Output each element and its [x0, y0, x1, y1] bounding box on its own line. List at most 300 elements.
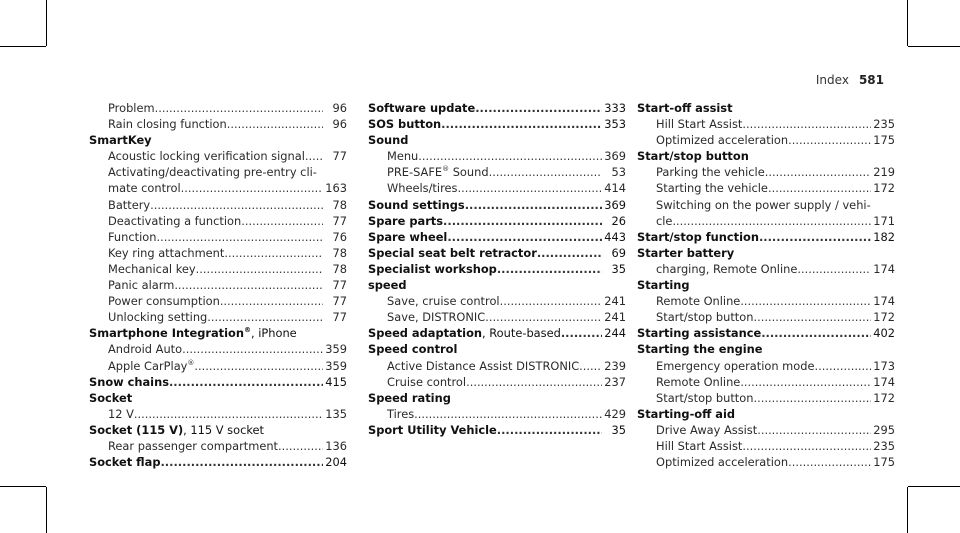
entry-term: Remote Online: [656, 374, 741, 389]
dot-leader: [207, 309, 323, 325]
page-ref: 369: [604, 149, 626, 164]
entry-term: Hill Start Assist: [656, 117, 743, 132]
index-entry: [637, 277, 895, 293]
dot-leader: [181, 180, 323, 196]
page-ref: 78: [332, 245, 347, 260]
index-entry[interactable]: [368, 261, 626, 277]
entry-term: Starting the vehicle: [656, 181, 768, 196]
entry-term: Spare parts: [368, 213, 444, 228]
entry-term: charging, Remote Online: [656, 261, 798, 276]
entry-text: [656, 164, 765, 180]
index-entry: [368, 277, 626, 293]
entry-text: [637, 278, 690, 292]
entry-text: [368, 391, 451, 405]
index-subentry[interactable]: [637, 390, 895, 406]
page-ref: 96: [332, 101, 347, 115]
page-ref: 235: [873, 438, 895, 453]
dot-leader: [182, 341, 323, 357]
section-title: Index: [815, 73, 849, 87]
entry-text: [368, 133, 408, 147]
dot-leader: [174, 277, 323, 293]
entry-term: Start-off assist: [637, 101, 733, 115]
entry-text: [637, 325, 761, 341]
page-ref: 204: [325, 455, 347, 470]
index-column-3: [637, 100, 895, 470]
index-subentry[interactable]: [89, 341, 347, 357]
entry-text: [387, 358, 579, 374]
entry-term: Deactivating a function: [108, 213, 242, 228]
page-ref: 35: [611, 261, 626, 276]
dot-leader: [156, 229, 323, 245]
entry-term: cle: [656, 213, 673, 228]
index-subentry[interactable]: [368, 309, 626, 325]
entry-term: Optimized acceleration: [656, 455, 789, 470]
entry-term: Speed control: [368, 342, 458, 357]
page-ref: 175: [873, 455, 895, 470]
entry-term: Apple CarPlay: [108, 358, 188, 373]
entry-term: Problem: [108, 101, 155, 115]
entry-text: [368, 245, 537, 261]
index-subentry[interactable]: [368, 358, 626, 374]
index-entry: [89, 422, 347, 438]
index-subentry[interactable]: [368, 293, 626, 309]
entry-term: Speed rating: [368, 390, 451, 405]
dot-leader: [466, 374, 602, 390]
entry-text: [108, 213, 241, 229]
entry-text: [368, 278, 407, 292]
dot-leader: [740, 293, 871, 309]
page-number: 581: [858, 73, 884, 87]
dot-leader: [457, 180, 602, 196]
entry-term: speed: [368, 278, 407, 293]
entry-text: [637, 101, 733, 115]
index-subentry[interactable]: [89, 309, 347, 325]
dot-leader: [465, 197, 602, 213]
dot-leader: [579, 358, 602, 374]
entry-term: Power consumption: [108, 294, 220, 309]
entry-term: Start/stop button: [637, 149, 749, 164]
index-entry: [89, 132, 347, 148]
entry-text: [387, 406, 414, 422]
dot-leader: [497, 261, 602, 277]
entry-term-cont: Sound: [449, 165, 489, 180]
crop-mark: [0, 46, 46, 47]
index-subentry: [637, 197, 895, 213]
dot-leader: [305, 148, 323, 164]
dot-leader: [169, 374, 323, 390]
entry-term: Sport Utility Vehicle: [368, 422, 497, 437]
entry-text: [656, 132, 788, 148]
index-entry[interactable]: [637, 325, 895, 341]
dot-leader: [475, 100, 602, 116]
index-entry: [637, 406, 895, 422]
index-column-2: [368, 100, 626, 438]
entry-term: Menu: [387, 149, 419, 164]
page-ref: 173: [873, 358, 895, 373]
entry-qualifier: , 115 V socket: [183, 422, 265, 437]
page-ref: 359: [325, 342, 347, 357]
entry-term: Socket (115 V): [89, 422, 184, 437]
dot-leader: [241, 213, 323, 229]
index-entry[interactable]: [89, 374, 347, 390]
index-subentry[interactable]: [89, 229, 347, 245]
index-subentry[interactable]: [637, 116, 895, 132]
dot-leader: [814, 358, 871, 374]
index-entry[interactable]: [368, 213, 626, 229]
index-subentry[interactable]: [637, 293, 895, 309]
entry-text: [656, 309, 753, 325]
index-subentry[interactable]: [368, 406, 626, 422]
dot-leader: [155, 100, 323, 116]
index-subentry[interactable]: [368, 374, 626, 390]
entry-term: Speed adaptation: [368, 326, 483, 341]
entry-text: [656, 180, 768, 196]
index-entry[interactable]: [368, 245, 626, 261]
entry-term: Save, DISTRONIC: [387, 310, 486, 325]
entry-text: [108, 438, 278, 454]
dot-leader: [447, 229, 602, 245]
entry-term: Tires: [387, 406, 415, 421]
dot-leader: [500, 293, 602, 309]
entry-text: [387, 309, 485, 325]
entry-text: [637, 246, 734, 260]
page-ref: 174: [873, 261, 895, 276]
dot-leader: [753, 390, 871, 406]
entry-text: [89, 326, 297, 340]
entry-text: [656, 213, 672, 229]
entry-text: [656, 374, 740, 390]
crop-mark: [46, 0, 47, 46]
entry-text: [368, 213, 443, 229]
index-subentry[interactable]: [637, 261, 895, 277]
page-ref: 77: [332, 278, 347, 293]
index-subentry[interactable]: [89, 116, 347, 132]
page-ref: 35: [611, 422, 626, 437]
entry-term: Battery: [108, 197, 151, 212]
page-ref: 359: [325, 358, 347, 373]
entry-text: [368, 422, 497, 438]
page-ref: 182: [873, 229, 895, 244]
dot-leader: [768, 180, 871, 196]
registered-mark: ®: [243, 326, 251, 335]
dot-leader: [485, 309, 602, 325]
index-entry: [368, 341, 626, 357]
entry-text: [656, 390, 753, 406]
entry-term: Starting the engine: [637, 342, 763, 357]
registered-mark: ®: [187, 358, 195, 367]
entry-text: [89, 454, 160, 470]
entry-term: Starting-off aid: [637, 406, 736, 421]
crop-mark: [907, 0, 908, 46]
entry-text: [656, 116, 742, 132]
page-ref: 443: [604, 229, 626, 244]
entry-text: [108, 293, 220, 309]
page-ref: 174: [873, 374, 895, 389]
page-ref: 136: [325, 438, 347, 453]
index-entry[interactable]: [368, 229, 626, 245]
entry-text: [108, 100, 155, 116]
page-ref: 414: [604, 181, 626, 196]
entry-text: [108, 245, 224, 261]
dot-leader: [761, 325, 871, 341]
index-subentry: [89, 164, 347, 180]
entry-term: 12 V: [108, 406, 134, 421]
index-entry[interactable]: [89, 454, 347, 470]
entry-text: [108, 180, 181, 196]
entry-text: [89, 374, 169, 390]
page-ref: 69: [611, 245, 626, 260]
entry-term: Drive Away Assist: [656, 422, 758, 437]
page-ref: 369: [604, 197, 626, 212]
entry-term: Spare wheel: [368, 229, 448, 244]
entry-text: [368, 261, 497, 277]
page-ref: 235: [873, 117, 895, 132]
entry-term: Mechanical key: [108, 261, 196, 276]
entry-term: Cruise control: [387, 374, 467, 389]
index-subentry[interactable]: [368, 180, 626, 196]
page-ref: 295: [873, 422, 895, 437]
index-subentry[interactable]: [89, 293, 347, 309]
index-subentry[interactable]: [89, 197, 347, 213]
entry-term: mate control: [108, 181, 181, 196]
dot-leader: [742, 116, 871, 132]
entry-term: SmartKey: [89, 133, 152, 148]
crop-mark: [907, 487, 908, 533]
page-ref: 77: [332, 213, 347, 228]
entry-term: Socket flap: [89, 455, 161, 470]
entry-text: [89, 391, 132, 405]
dot-leader: [788, 454, 871, 470]
page-ref: 353: [604, 117, 626, 132]
index-subentry[interactable]: [637, 454, 895, 470]
page-ref: 172: [873, 390, 895, 405]
page-ref: 135: [325, 406, 347, 421]
entry-term: Function: [108, 229, 157, 244]
index-subentry[interactable]: [637, 132, 895, 148]
index-entry: [637, 148, 895, 164]
page-ref: 172: [873, 181, 895, 196]
entry-term: PRE-SAFE: [387, 165, 443, 180]
index-subentry[interactable]: [637, 309, 895, 325]
dot-leader: [196, 261, 323, 277]
page-ref: 333: [604, 101, 626, 115]
entry-term: Optimized acceleration: [656, 133, 789, 148]
index-subentry[interactable]: [89, 245, 347, 261]
index-subentry[interactable]: [89, 261, 347, 277]
entry-term: Panic alarm: [108, 278, 175, 293]
dot-leader: [740, 374, 871, 390]
dot-leader: [278, 438, 323, 454]
index-subentry[interactable]: [89, 358, 347, 374]
entry-term: Starter battery: [637, 245, 735, 260]
entry-term: Save, cruise control: [387, 294, 500, 309]
entry-text: [108, 309, 207, 325]
index-subentry[interactable]: [637, 164, 895, 180]
registered-mark: ®: [442, 165, 450, 174]
entry-term: Snow chains: [89, 374, 169, 389]
entry-term: Android Auto: [108, 342, 183, 357]
index-subentry[interactable]: [89, 277, 347, 293]
entry-term: Starting assistance: [637, 326, 762, 341]
entry-term: Starting: [637, 278, 690, 293]
page-ref: 237: [604, 374, 626, 389]
index-subentry[interactable]: [637, 422, 895, 438]
crop-mark: [0, 486, 46, 487]
entry-text: [368, 342, 457, 356]
entry-term: SOS button: [368, 117, 442, 132]
dot-leader: [759, 229, 871, 245]
index-subentry[interactable]: [637, 180, 895, 196]
page-ref: 174: [873, 294, 895, 309]
entry-term: Socket: [89, 390, 133, 405]
entry-term: Parking the vehicle: [656, 165, 765, 180]
index-entry[interactable]: [637, 229, 895, 245]
entry-term: Start/stop button: [656, 390, 754, 405]
entry-term: Start/stop button: [656, 310, 754, 325]
crop-mark: [908, 486, 960, 487]
index-entry: [89, 390, 347, 406]
index-subentry[interactable]: [637, 438, 895, 454]
entry-text: [637, 149, 749, 163]
entry-text: [387, 374, 466, 390]
index-entry[interactable]: [368, 100, 626, 116]
index-subentry[interactable]: [89, 406, 347, 422]
crop-mark: [908, 46, 960, 47]
dot-leader: [788, 132, 871, 148]
dot-leader: [443, 213, 602, 229]
page-ref: 175: [873, 133, 895, 148]
index-subentry[interactable]: [368, 164, 626, 180]
entry-term: Software update: [368, 101, 476, 115]
page-ref: 172: [873, 310, 895, 325]
page-ref: 26: [611, 213, 626, 228]
dot-leader: [765, 164, 871, 180]
dot-leader: [497, 422, 602, 438]
index-subentry[interactable]: [89, 148, 347, 164]
entry-text: [656, 358, 814, 374]
page-header: [816, 73, 884, 87]
entry-term: Switching on the power supply / vehi-: [656, 197, 871, 212]
dot-leader: [194, 358, 323, 374]
page-ref: 96: [332, 117, 347, 132]
entry-text: [368, 100, 475, 116]
dot-leader: [753, 309, 871, 325]
entry-text: [108, 165, 317, 179]
entry-text: [656, 293, 740, 309]
entry-term: Start/stop function: [637, 229, 759, 244]
entry-text: [656, 198, 871, 212]
page-ref: 77: [332, 149, 347, 164]
index-entry: [368, 390, 626, 406]
entry-term: Acoustic locking verification signal: [108, 149, 305, 164]
index-entry: [637, 341, 895, 357]
index-subentry[interactable]: [637, 213, 895, 229]
entry-text: [108, 116, 227, 132]
entry-text: [368, 229, 447, 245]
entry-text: [108, 341, 182, 357]
page-ref: 77: [332, 294, 347, 309]
index-entry: [368, 132, 626, 148]
index-subentry[interactable]: [368, 148, 626, 164]
dot-leader: [537, 245, 602, 261]
index-entry[interactable]: [368, 116, 626, 132]
dot-leader: [797, 261, 871, 277]
entry-text: [368, 197, 465, 213]
index-subentry[interactable]: [89, 100, 347, 116]
dot-leader: [441, 116, 602, 132]
entry-text: [89, 423, 264, 437]
entry-text: [108, 277, 174, 293]
page-ref: 241: [604, 294, 626, 309]
index-subentry[interactable]: [89, 438, 347, 454]
dot-leader: [489, 164, 602, 180]
entry-text: [656, 454, 788, 470]
page-ref: 402: [873, 326, 895, 341]
dot-leader: [418, 148, 602, 164]
entry-text: [656, 261, 797, 277]
entry-text: [108, 261, 196, 277]
index-entry: [89, 325, 347, 341]
entry-text: [108, 229, 156, 245]
dot-leader: [561, 325, 602, 341]
entry-term: Specialist workshop: [368, 261, 497, 276]
page-ref: 78: [332, 197, 347, 212]
index-subentry[interactable]: [637, 358, 895, 374]
dot-leader: [757, 422, 871, 438]
crop-mark: [46, 487, 47, 533]
entry-term: Smartphone Integration: [89, 326, 244, 341]
entry-qualifier: , Route-based: [482, 326, 561, 341]
entry-term: Emergency operation mode: [656, 358, 815, 373]
entry-text: [108, 406, 134, 422]
dot-leader: [224, 245, 323, 261]
page-ref: 171: [873, 213, 895, 228]
dot-leader: [150, 197, 323, 213]
entry-text: [108, 358, 194, 374]
index-subentry[interactable]: [89, 213, 347, 229]
entry-term: Rain closing function: [108, 117, 227, 132]
dot-leader: [742, 438, 871, 454]
index-column-1: [89, 100, 347, 470]
page-ref: 239: [604, 358, 626, 373]
entry-text: [656, 438, 742, 454]
page-ref: 78: [332, 261, 347, 276]
entry-text: [387, 293, 500, 309]
index-entry[interactable]: [368, 197, 626, 213]
index-entry[interactable]: [368, 422, 626, 438]
index-subentry[interactable]: [637, 374, 895, 390]
dot-leader: [134, 406, 323, 422]
page-ref: 163: [325, 181, 347, 196]
entry-term: Wheels/tires: [387, 181, 458, 196]
dot-leader: [160, 454, 323, 470]
entry-term: Sound settings: [368, 197, 465, 212]
page-ref: 415: [325, 374, 347, 389]
index-entry: [637, 245, 895, 261]
page-ref: 219: [873, 165, 895, 180]
dot-leader: [672, 213, 871, 229]
index-entry[interactable]: [368, 325, 626, 341]
entry-text: [637, 342, 763, 356]
page-ref: 429: [604, 406, 626, 421]
page-ref: 77: [332, 310, 347, 325]
index-subentry[interactable]: [89, 180, 347, 196]
page-ref: 53: [611, 165, 626, 180]
index-entry: [637, 100, 895, 116]
entry-text: [387, 164, 489, 180]
entry-text: [108, 197, 150, 213]
entry-term: Rear passenger compartment: [108, 438, 279, 453]
